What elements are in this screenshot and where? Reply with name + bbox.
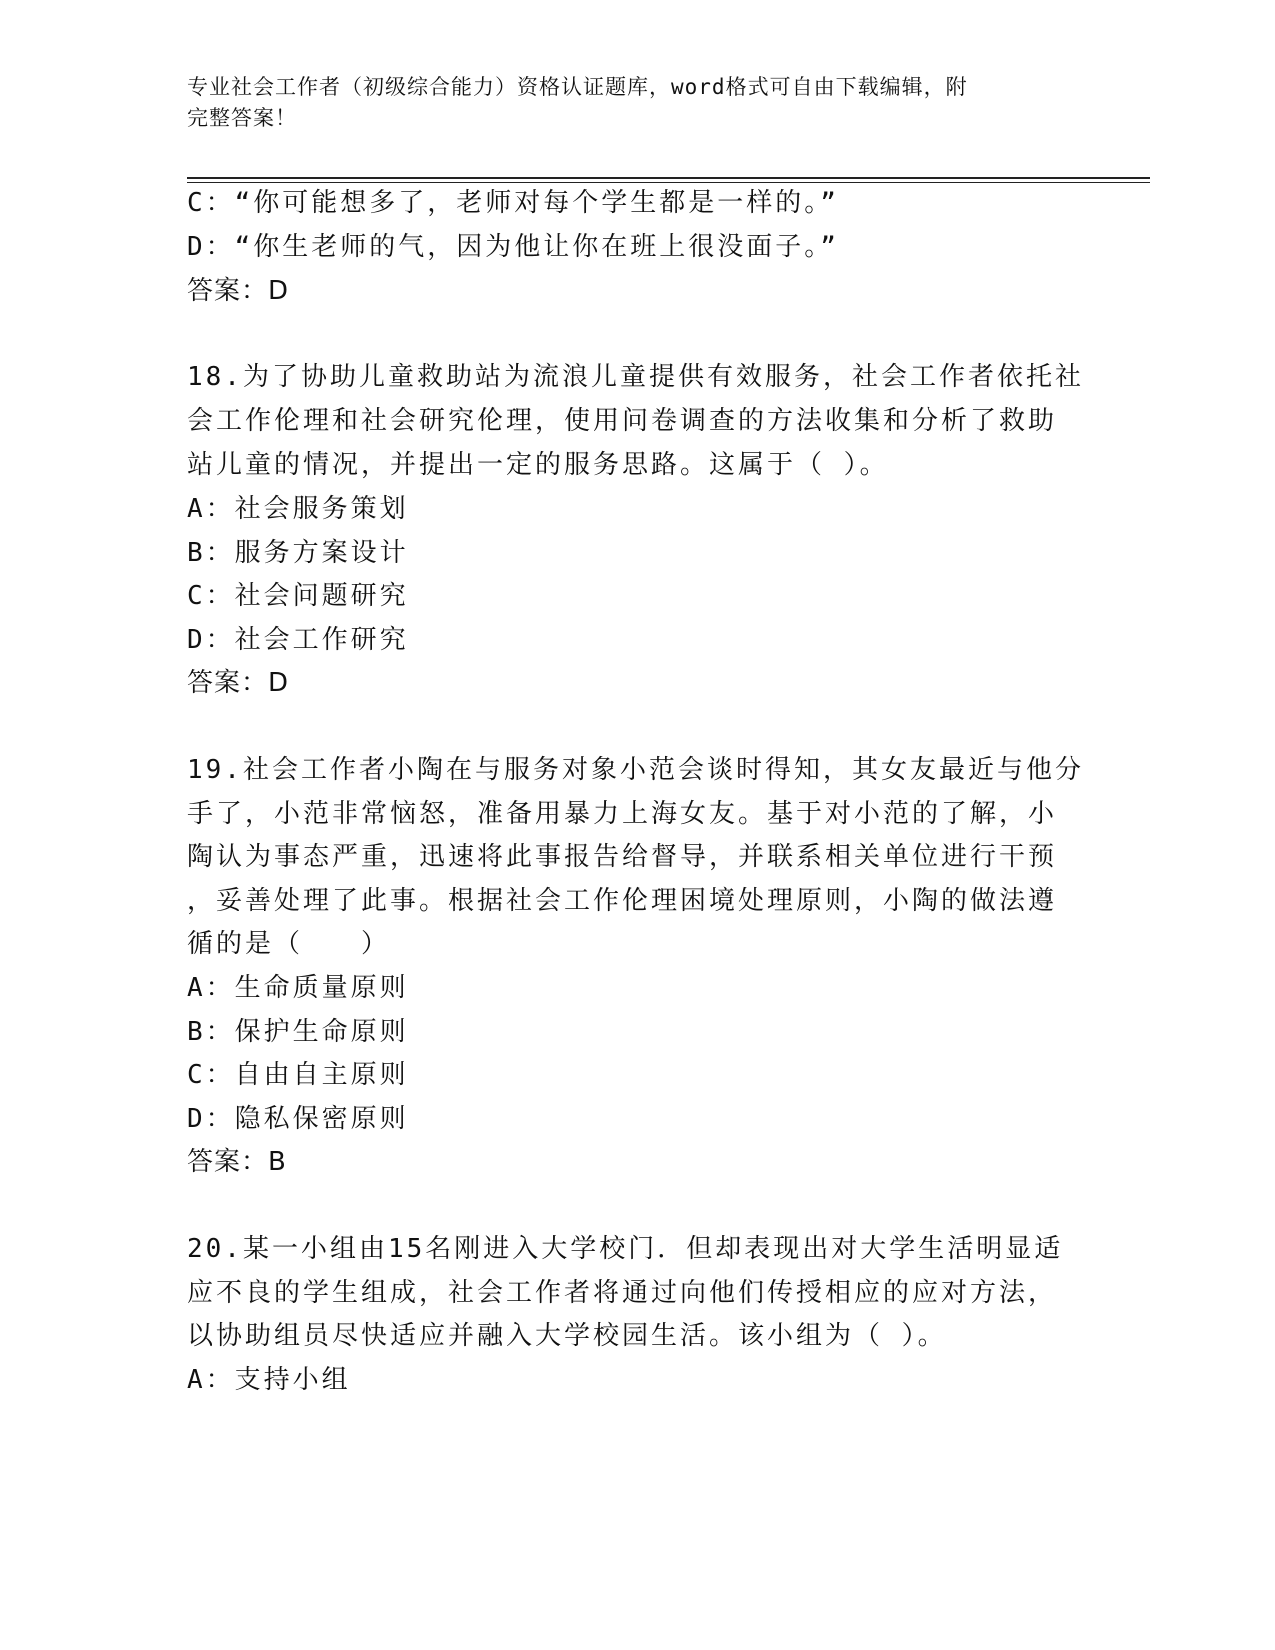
q19-option-d: D：隐私保密原则 xyxy=(187,1104,409,1134)
q19-stem-line-3: 陶认为事态严重，迅速将此事报告给督导，并联系相关单位进行干预 xyxy=(187,842,1058,872)
q17-option-c: C：“你可能想多了，老师对每个学生都是一样的。” xyxy=(187,188,839,218)
q17-answer: 答案：D xyxy=(187,276,290,306)
q18-answer: 答案：D xyxy=(187,668,290,698)
q20-option-a: A：支持小组 xyxy=(187,1365,351,1395)
q18-stem-line-3: 站儿童的情况，并提出一定的服务思路。这属于（ ）。 xyxy=(187,450,889,480)
q20-stem-line-3: 以协助组员尽快适应并融入大学校园生活。该小组为（ ）。 xyxy=(187,1321,947,1351)
q18-option-c: C：社会问题研究 xyxy=(187,581,409,611)
q19-stem-line-4: ，妥善处理了此事。根据社会工作伦理困境处理原则，小陶的做法遵 xyxy=(187,886,1058,916)
q18-option-b: B：服务方案设计 xyxy=(187,538,409,568)
q18-stem-line-1: 18.为了协助儿童救助站为流浪儿童提供有效服务，社会工作者依托社 xyxy=(187,362,1084,392)
header-line-2: 完整答案！ xyxy=(187,106,297,130)
q19-option-a: A：生命质量原则 xyxy=(187,973,409,1003)
q20-stem-line-2: 应不良的学生组成，社会工作者将通过向他们传授相应的应对方法， xyxy=(187,1278,1058,1308)
header-divider-thick xyxy=(187,177,1150,179)
q19-stem-line-1: 19.社会工作者小陶在与服务对象小范会谈时得知，其女友最近与他分 xyxy=(187,755,1084,785)
q19-stem-line-2: 手了，小范非常恼怒，准备用暴力上海女友。基于对小范的了解，小 xyxy=(187,799,1058,829)
q17-option-d: D：“你生老师的气，因为他让你在班上很没面子。” xyxy=(187,232,839,262)
q19-option-b: B：保护生命原则 xyxy=(187,1017,409,1047)
q20-stem-line-1: 20.某一小组由15名刚进入大学校门．但却表现出对大学生活明显适 xyxy=(187,1234,1064,1264)
q18-option-a: A：社会服务策划 xyxy=(187,494,409,524)
q19-answer: 答案：B xyxy=(187,1147,287,1177)
q18-option-d: D：社会工作研究 xyxy=(187,625,409,655)
page-header xyxy=(187,72,1067,134)
q19-option-c: C：自由自主原则 xyxy=(187,1060,409,1090)
q19-stem-line-5: 循的是（ ） xyxy=(187,929,391,959)
q18-stem-line-2: 会工作伦理和社会研究伦理，使用问卷调查的方法收集和分析了救助 xyxy=(187,406,1058,436)
header-line-1: 专业社会工作者（初级综合能力）资格认证题库，word格式可自由下载编辑，附 xyxy=(187,75,968,99)
